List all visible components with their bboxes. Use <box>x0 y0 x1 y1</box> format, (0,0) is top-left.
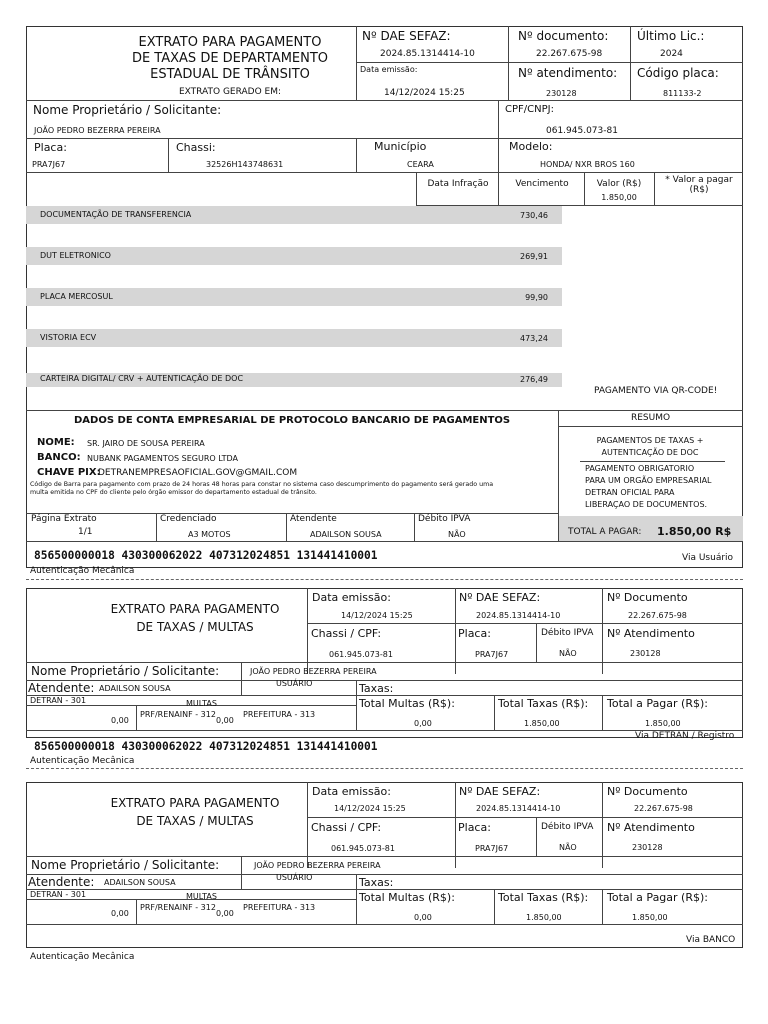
stub-taxas-label: Taxas: <box>359 876 394 889</box>
fee-item-value: 276,49 <box>520 375 548 384</box>
stub-multas: MULTAS <box>186 892 217 901</box>
stub-zero-a: 0,00 <box>111 909 129 918</box>
col-valor-pagar: * Valor a pagar (R$) <box>665 175 733 196</box>
stub-ipva-label: Débito IPVA <box>541 822 594 832</box>
resumo-line2: AUTENTICAÇÃO DE DOC <box>601 448 699 457</box>
obrig-line4: LIBERAÇAO DE DOCUMENTOS. <box>585 500 708 509</box>
stub-total-taxas-value: 1.850,00 <box>524 719 560 728</box>
stub-owner-label: Nome Proprietário / Solicitante: <box>31 858 220 872</box>
stub-atend-value: 230128 <box>632 843 663 852</box>
receipt-title-line2: DE TAXAS DE DEPARTAMENTO <box>131 51 329 66</box>
stub-multas: MULTAS <box>186 699 217 708</box>
ipva-label: Débito IPVA <box>418 514 471 524</box>
banco-label: BANCO: <box>37 452 81 463</box>
nome-value: SR. JAIRO DE SOUSA PEREIRA <box>87 439 205 448</box>
pagina-label: Página Extrato <box>31 514 97 524</box>
stub-atendente-value: ADAILSON SOUSA <box>99 684 171 693</box>
municipio-value: CEARA <box>407 160 434 169</box>
stub-dae-value: 2024.85.1314414-10 <box>476 611 561 620</box>
stub-title-line1: EXTRATO PARA PAGAMENTO <box>110 796 280 810</box>
fee-item-value: 269,91 <box>520 252 548 261</box>
bank-section-title: DADOS DE CONTA EMPRESARIAL DE PROTOCOLO BANCARIO DE PAGAMENTOS <box>74 415 511 426</box>
stub-emission-value: 14/12/2024 15:25 <box>334 804 406 813</box>
atend-label: Nº atendimento: <box>518 66 618 80</box>
placa-value: PRA7J67 <box>32 160 66 169</box>
pix-value: DETRANEMPRESAOFICIAL.GOV@GMAIL.COM <box>98 468 298 478</box>
stub-atend-label: Nº Atendimento <box>607 821 695 834</box>
stub-prf: PRF/RENAINF - 312 <box>140 710 216 719</box>
stub-placa-value: PRA7J67 <box>475 650 509 659</box>
fee-item-value: 730,46 <box>520 211 548 220</box>
stub-doc-value: 22.267.675-98 <box>634 804 693 813</box>
resumo-line1: PAGAMENTOS DE TAXAS + <box>596 436 704 445</box>
stub-owner-value: JOÃO PEDRO BEZERRA PEREIRA <box>250 667 377 676</box>
disclaimer-line1: Código de Barra para pagamento com prazo de 24 horas 48 horas para constar no sistema caso descumprimento do pagamento será gerado uma <box>30 481 494 488</box>
stub-total-pagar-value: 1.850,00 <box>645 719 681 728</box>
stub-placa-label: Placa: <box>458 821 491 834</box>
stub-total-taxas-label: Total Taxas (R$): <box>498 891 589 904</box>
col-valor-value: 1.850,00 <box>601 193 637 202</box>
stub-total-pagar-label: Total a Pagar (R$): <box>607 697 708 710</box>
pagina-value: 1/1 <box>78 527 93 537</box>
stub-via-label: Via BANCO <box>686 935 736 945</box>
qr-code-label: PAGAMENTO VIA QR-CODE! <box>594 386 718 396</box>
stub-owner-value: JOÃO PEDRO BEZERRA PEREIRA <box>254 861 381 870</box>
fee-item-description: DUT ELETRONICO <box>40 251 111 260</box>
stub-title-line2: DE TAXAS / MULTAS <box>136 814 254 828</box>
stub-total-multas-value: 0,00 <box>414 719 432 728</box>
stub-doc-value: 22.267.675-98 <box>628 611 687 620</box>
doc-value: 22.267.675-98 <box>536 49 603 59</box>
stub-via-label: Via DETRAN / Registro <box>635 731 735 741</box>
autenticacao-label: Autenticação Mecânica <box>30 566 135 576</box>
stub-atend-label: Nº Atendimento <box>607 627 695 640</box>
stub-usuario: USUÁRIO <box>276 873 313 882</box>
stub-zero-a: 0,00 <box>111 716 129 725</box>
fee-item-value: 99,90 <box>525 293 548 302</box>
emission-value: 14/12/2024 15:25 <box>384 88 465 98</box>
stub-emission-label: Data emissão: <box>312 591 391 604</box>
stub-atendente-value: ADAILSON SOUSA <box>104 878 176 887</box>
col-data-infracao: Data Infração <box>427 179 489 189</box>
col-vencimento: Vencimento <box>515 179 569 189</box>
fee-item-value: 473,24 <box>520 334 548 343</box>
stub-autenticacao-label: Autenticação Mecânica <box>30 952 135 962</box>
stub-chassi-value: 061.945.073-81 <box>331 844 395 853</box>
stub-atendente-label: Atendente: <box>28 681 95 695</box>
stub-total-pagar-label: Total a Pagar (R$): <box>607 891 708 904</box>
generated-label: EXTRATO GERADO EM: <box>178 87 282 97</box>
stub-zero-b: 0,00 <box>216 716 234 725</box>
stub-autenticacao-label: Autenticação Mecânica <box>30 756 135 766</box>
stub-detran: DETRAN - 301 <box>30 696 87 705</box>
stub-owner-label: Nome Proprietário / Solicitante: <box>31 664 220 678</box>
stub-placa-label: Placa: <box>458 627 491 640</box>
stub-chassi-label: Chassi / CPF: <box>311 821 382 834</box>
stub-dae-label: Nº DAE SEFAZ: <box>459 591 541 604</box>
stub-atendente-label: Atendente: <box>28 875 95 889</box>
stub-ipva-value: NÃO <box>559 649 577 658</box>
placa-code-value: 811133-2 <box>663 89 702 98</box>
stub-total-taxas-label: Total Taxas (R$): <box>498 697 589 710</box>
via-label: Via Usuário <box>682 553 734 563</box>
fee-item-description: VISTORIA ECV <box>40 333 97 342</box>
stub-taxas-label: Taxas: <box>359 682 394 695</box>
obrig-line2: PARA UM ORGÃO EMPRESARIAL <box>585 476 712 485</box>
cpf-label: CPF/CNPJ: <box>505 104 554 115</box>
stub-total-pagar-value: 1.850,00 <box>632 913 668 922</box>
dae-value: 2024.85.1314414-10 <box>380 49 475 59</box>
stub-emission-value: 14/12/2024 15:25 <box>341 611 413 620</box>
stub-banco <box>0 782 768 972</box>
placa-label: Placa: <box>34 141 67 154</box>
stub-prf: PRF/RENAINF - 312 <box>140 903 216 912</box>
fee-item-description: DOCUMENTAÇÃO DE TRANSFERENCIA <box>40 210 192 219</box>
receipt-title-line3: ESTADUAL DE TRÂNSITO <box>150 67 310 82</box>
stub-barcode-number: 856500000018 430300062022 407312024851 131441410001 <box>34 740 378 753</box>
col-valor: Valor (R$) <box>596 179 642 189</box>
chassi-label: Chassi: <box>176 141 216 154</box>
stub-detran <box>0 588 768 768</box>
pix-label: CHAVE PIX: <box>37 467 101 478</box>
receipt-title-line1: EXTRATO PARA PAGAMENTO <box>138 35 322 50</box>
fee-item-description: CARTEIRA DIGITAL/ CRV + AUTENTICAÇÃO DE DOC <box>40 374 244 383</box>
stub-total-multas-label: Total Multas (R$): <box>359 697 455 710</box>
modelo-label: Modelo: <box>509 140 553 153</box>
barcode-number: 856500000018 430300062022 407312024851 131441410001 <box>34 549 378 562</box>
atendente-value: ADAILSON SOUSA <box>310 530 382 539</box>
lic-label: Último Lic.: <box>637 29 705 43</box>
stub-doc-label: Nº Documento <box>607 785 688 798</box>
stub-atend-value: 230128 <box>630 649 661 658</box>
modelo-value: HONDA/ NXR BROS 160 <box>540 160 635 169</box>
credenciado-value: A3 MOTOS <box>188 530 231 539</box>
stub-ipva-value: NÃO <box>559 843 577 852</box>
stub-detran: DETRAN - 301 <box>30 890 87 899</box>
total-label: TOTAL A PAGAR: <box>568 527 642 537</box>
credenciado-label: Credenciado <box>160 514 217 524</box>
placa-code-label: Código placa: <box>637 66 719 80</box>
stub-ipva-label: Débito IPVA <box>541 628 594 638</box>
stub-prefeitura: PREFEITURA - 313 <box>243 710 316 719</box>
atendente-label: Atendente <box>290 514 337 524</box>
cpf-value: 061.945.073-81 <box>546 126 618 136</box>
doc-label: Nº documento: <box>518 29 609 43</box>
stub-placa-value: PRA7J67 <box>475 844 509 853</box>
atend-value: 230128 <box>546 89 577 98</box>
chassi-value: 32526H143748631 <box>206 160 284 169</box>
disclaimer-line2: multa emitida no CPF do cliente pelo órgão emissor do departamento estadual de trânsito. <box>30 489 317 496</box>
cut-line <box>26 579 743 580</box>
stub-prefeitura: PREFEITURA - 313 <box>243 903 316 912</box>
stub-doc-label: Nº Documento <box>607 591 688 604</box>
municipio-label: Município <box>374 140 427 153</box>
obrig-line1: PAGAMENTO OBRIGATORIO <box>585 464 695 473</box>
total-value: 1.850,00 R$ <box>657 525 732 538</box>
stub-usuario: USUÁRIO <box>276 679 313 688</box>
nome-label: NOME: <box>37 437 75 448</box>
fee-item-description: PLACA MERCOSUL <box>40 292 113 301</box>
lic-value: 2024 <box>660 49 683 59</box>
emission-label: Data emissão: <box>360 65 418 74</box>
stub-dae-value: 2024.85.1314414-10 <box>476 804 561 813</box>
stub-title-line1: EXTRATO PARA PAGAMENTO <box>110 602 280 616</box>
owner-value: JOÃO PEDRO BEZERRA PEREIRA <box>34 126 161 135</box>
stub-zero-b: 0,00 <box>216 909 234 918</box>
stub-chassi-value: 061.945.073-81 <box>329 650 393 659</box>
stub-total-taxas-value: 1.850,00 <box>526 913 562 922</box>
dae-label: Nº DAE SEFAZ: <box>362 29 451 43</box>
stub-dae-label: Nº DAE SEFAZ: <box>459 785 541 798</box>
stub-chassi-label: Chassi / CPF: <box>311 627 382 640</box>
banco-value: NUBANK PAGAMENTOS SEGURO LTDA <box>87 454 238 463</box>
obrig-line3: DETRAN OFICIAL PARA <box>585 488 675 497</box>
ipva-value: NÃO <box>448 530 466 539</box>
stub-emission-label: Data emissão: <box>312 785 391 798</box>
stub-title-line2: DE TAXAS / MULTAS <box>136 620 254 634</box>
resumo-label: RESUMO <box>630 413 671 423</box>
stub-total-multas-label: Total Multas (R$): <box>359 891 455 904</box>
stub-total-multas-value: 0,00 <box>414 913 432 922</box>
owner-label: Nome Proprietário / Solicitante: <box>33 103 222 117</box>
